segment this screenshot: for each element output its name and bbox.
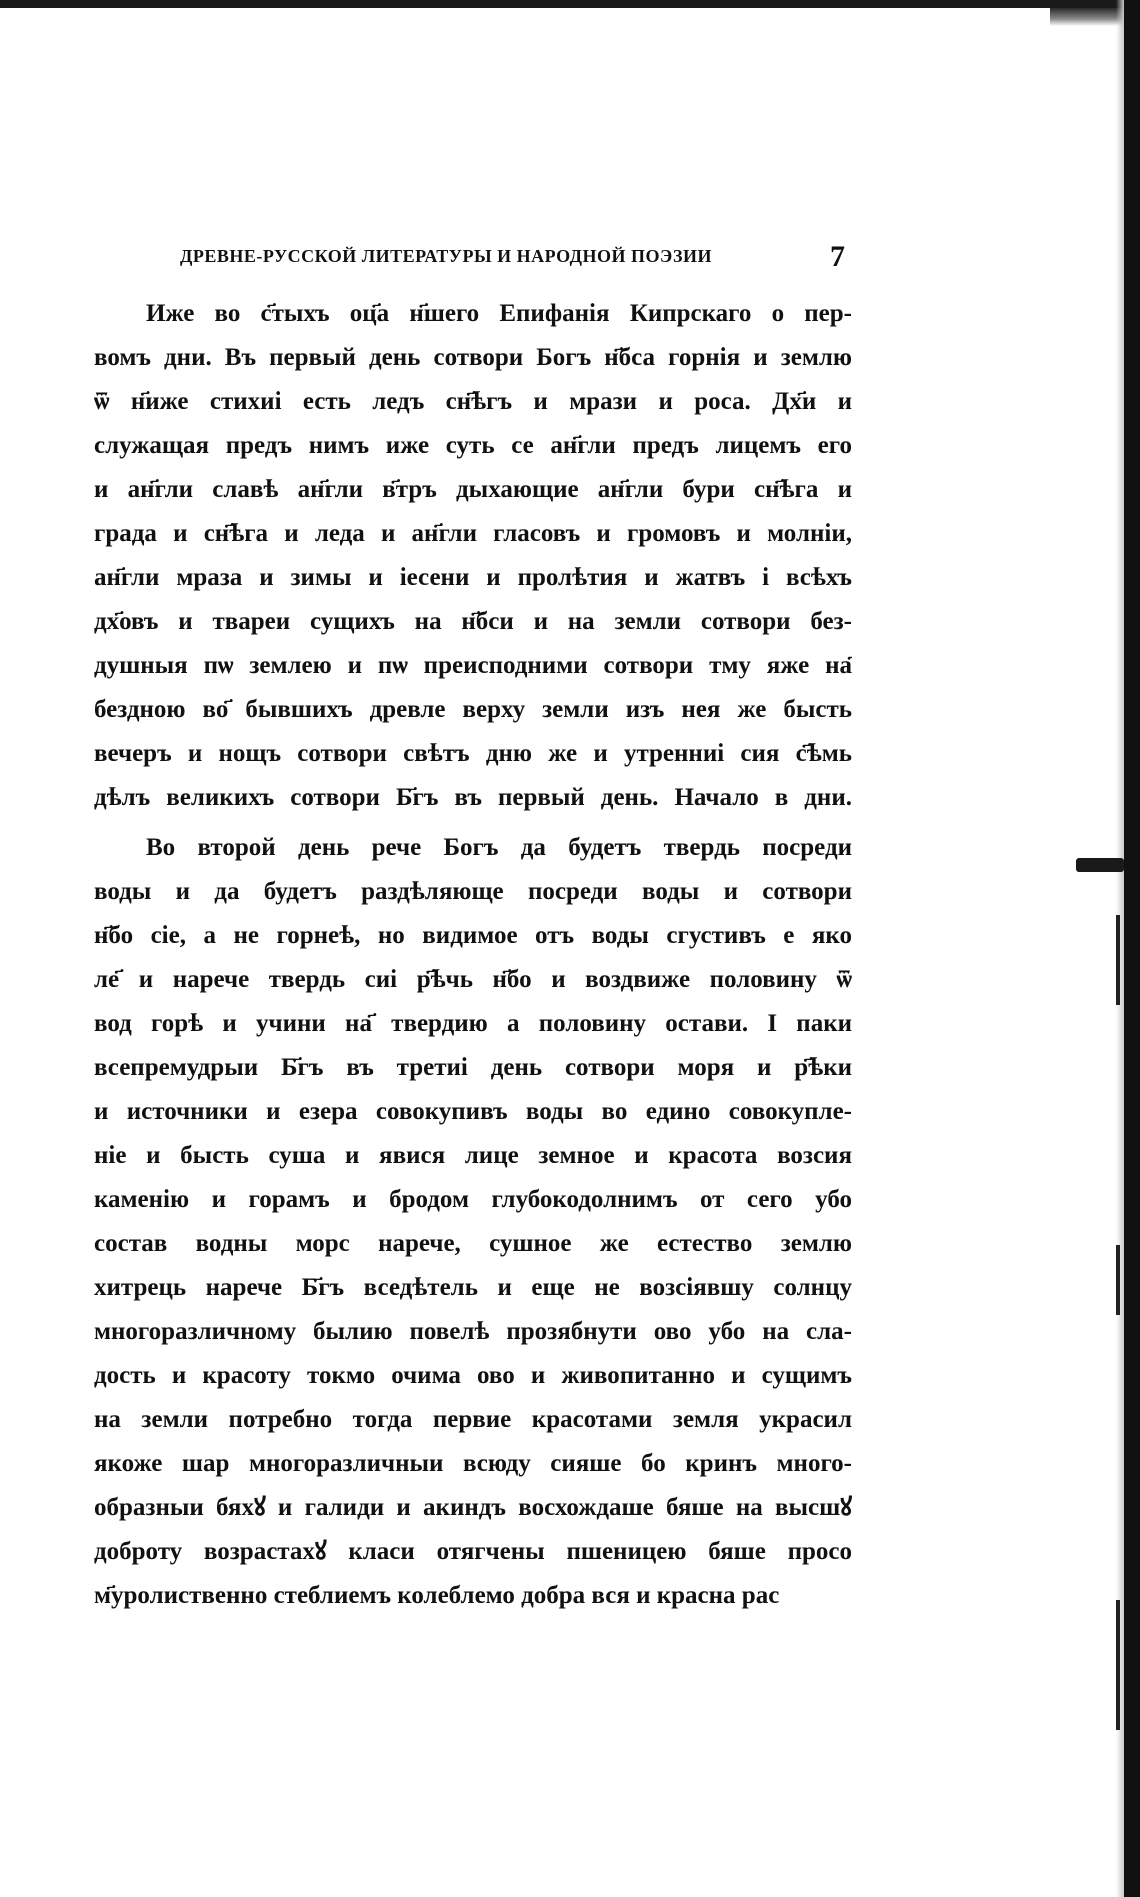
scan-right-mark [1116, 1245, 1120, 1315]
text-line: каменію и горамъ и бродом глубокодолнимъ от сего убо [94, 1186, 852, 1213]
page-number: 7 [830, 240, 845, 273]
text-line: дость и красоту токмо очима ово и живопитанно и сущимъ [94, 1362, 852, 1389]
running-title: ДРЕВНЕ-РУССКОЙ ЛИТЕРАТУРЫ И НАРОДНОЙ ПОЭЗИИ [180, 246, 712, 266]
text-line: града и сн҃ѣга и леда и ан҃гли гласовъ и громовъ и молніи, [94, 520, 852, 547]
paragraph [94, 292, 852, 820]
text-line: воды и да будетъ раздѣляюще посреди воды и сотвори [94, 878, 852, 905]
text-line: ѿ н҃иже стихиі есть ледъ сн҃ѣгъ и мрази и роса. Дх҃и и [94, 388, 852, 415]
paragraph [94, 826, 852, 1618]
text-line: ле҃ и нарече твердь сиі р҃ѣчь н҃бо и воздвиже половину ѿ [94, 966, 852, 993]
text-line: хитрець нарече Б҃гъ вседѣтель и еще не возсіявшу солнцу [94, 1274, 852, 1301]
text-line: Иже во с҃тыхъ оц҃а н҃шего Епифанія Кипрскаго о пер- [146, 300, 852, 327]
text-line: образныи бяхꙋ и галиди и акиндъ восхождаше бяше на высшꙋ [94, 1494, 852, 1521]
text-line: Во второй день рече Богъ да будетъ твердь посреди [146, 834, 852, 861]
text-line: доброту возрастахꙋ класи отягчены пшеницею бяше просо [94, 1538, 852, 1565]
text-line: душныя пѡ землею и пѡ преисподними сотвори тму яже на҃ [94, 652, 852, 679]
scan-right-edge [1124, 0, 1140, 1897]
text-line: состав водны морс нарече, сушное же естество землю [94, 1230, 852, 1257]
text-line: бездною во҃ бывшихъ древле верху земли изъ нея же бысть [94, 696, 852, 723]
text-line: и источники и езера совокупивъ воды во едино совокупле- [94, 1098, 852, 1125]
text-line: дѣлъ великихъ сотвори Б҃гъ въ первый день. Начало в дни. [94, 784, 852, 811]
text-line: вод горѣ и учини на҃ твердию а половину остави. І паки [94, 1010, 852, 1037]
body-text [94, 292, 852, 1618]
text-line: якоже шар многоразличныи всюду сияше бо кринъ много- [94, 1450, 852, 1477]
text-line: всепремудрыи Б҃гъ въ третиі день сотвори моря и р҃ѣки [94, 1054, 852, 1081]
scan-top-edge [0, 0, 1140, 8]
text-line: м҃уролиственно стеблиемъ колеблемо добра вся и красна рас [94, 1582, 780, 1609]
scan-right-mark [1116, 915, 1120, 1005]
text-line: и ан҃гли славѣ ан҃гли в҃тръ дыхающие ан҃гли бури сн҃ѣга и [94, 476, 852, 503]
text-line: вомъ дни. Въ первый день сотвори Богъ н҃бса горнія и землю [94, 344, 852, 371]
text-line: дх҃овъ и твареи сущихъ на н҃бси и на земли сотвори без- [94, 608, 852, 635]
text-line: н҃бо сіе, а не горнеѣ, но видимое отъ воды сгустивъ е яко [94, 922, 852, 949]
text-line: многоразличному былию повелѣ прозябнути ово убо на сла- [94, 1318, 852, 1345]
text-line: ан҃гли мраза и зимы и іесени и пролѣтия и жатвъ і всѣхъ [94, 564, 852, 591]
text-line: на земли потребно тогда первие красотами земля украсил [94, 1406, 852, 1433]
text-line: вечеръ и нощъ сотвори свѣтъ дню же и утренниі сия с҃ѣмь [94, 740, 852, 767]
scan-right-blot [1076, 858, 1124, 872]
running-head [170, 240, 855, 280]
text-line: ніе и бысть суша и явися лице земное и красота возсия [94, 1142, 852, 1169]
scan-right-mark [1116, 1600, 1120, 1730]
text-line: служащая предъ нимъ иже суть се ан҃гли предъ лицемъ его [94, 432, 852, 459]
